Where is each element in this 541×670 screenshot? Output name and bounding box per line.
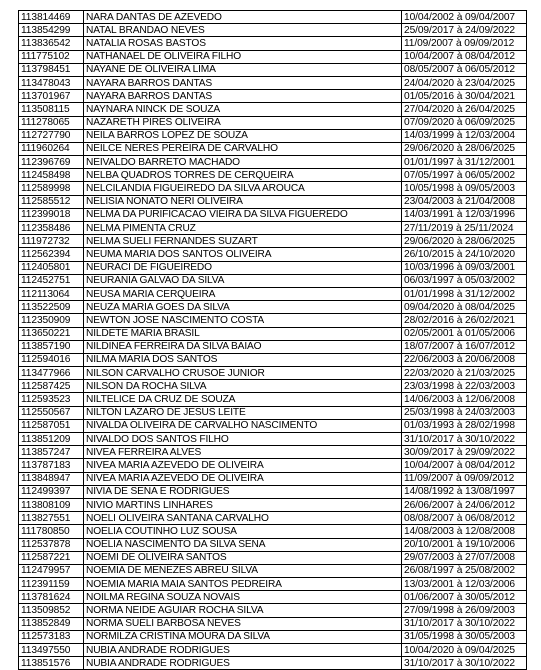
person-name-cell: NEIVALDO BARRETO MACHADO xyxy=(84,156,402,169)
person-name-cell: NELMA DA PURIFICACAO VIEIRA DA SILVA FIGUEREDO xyxy=(84,208,402,221)
table-row xyxy=(19,472,527,485)
person-name-cell: NORMA SUELI BARBOSA NEVES xyxy=(84,617,402,630)
person-name-cell: NILTELICE DA CRUZ DE SOUZA xyxy=(84,393,402,406)
person-name-cell: NAYARA BARROS DANTAS xyxy=(84,76,402,89)
date-range-cell: 02/05/2001 à 01/05/2006 xyxy=(402,327,527,340)
person-name-cell: NORMILZA CRISTINA MOURA DA SILVA xyxy=(84,630,402,643)
date-range-cell: 14/08/2003 à 12/08/2008 xyxy=(402,525,527,538)
record-id-cell: 113851209 xyxy=(19,433,84,446)
records-table xyxy=(18,10,527,670)
table-row xyxy=(19,314,527,327)
date-range-cell: 01/03/1993 à 28/02/1998 xyxy=(402,419,527,432)
person-name-cell: NIVALDO DOS SANTOS FILHO xyxy=(84,433,402,446)
table-row xyxy=(19,538,527,551)
person-name-cell: NILDINEA FERREIRA DA SILVA BAIAO xyxy=(84,340,402,353)
date-range-cell: 10/04/2002 à 09/04/2007 xyxy=(402,11,527,24)
record-id-cell: 112727790 xyxy=(19,129,84,142)
person-name-cell: NOEMIA DE MENEZES ABREU SILVA xyxy=(84,564,402,577)
record-id-cell: 112587425 xyxy=(19,380,84,393)
record-id-cell: 113781624 xyxy=(19,591,84,604)
date-range-cell: 31/05/1998 à 30/05/2003 xyxy=(402,630,527,643)
person-name-cell: NIVEA MARIA AZEVEDO DE OLIVEIRA xyxy=(84,472,402,485)
date-range-cell: 31/10/2017 à 30/10/2022 xyxy=(402,617,527,630)
person-name-cell: NATHANAEL DE OLIVEIRA FILHO xyxy=(84,50,402,63)
person-name-cell: NILDETE MARIA BRASIL xyxy=(84,327,402,340)
record-id-cell: 112391159 xyxy=(19,578,84,591)
table-row xyxy=(19,604,527,617)
record-id-cell: 113808109 xyxy=(19,498,84,511)
date-range-cell: 14/03/1999 à 12/03/2004 xyxy=(402,129,527,142)
record-id-cell: 113508115 xyxy=(19,103,84,116)
table-row xyxy=(19,37,527,50)
table-row xyxy=(19,208,527,221)
table-row xyxy=(19,644,527,657)
record-id-cell: 112405801 xyxy=(19,261,84,274)
table-row xyxy=(19,195,527,208)
person-name-cell: NILSON DA ROCHA SILVA xyxy=(84,380,402,393)
record-id-cell: 112587051 xyxy=(19,419,84,432)
date-range-cell: 20/10/2001 à 19/10/2006 xyxy=(402,538,527,551)
table-row xyxy=(19,406,527,419)
table-row xyxy=(19,657,527,670)
record-id-cell: 113857247 xyxy=(19,446,84,459)
date-range-cell: 11/09/2007 à 09/09/2012 xyxy=(402,37,527,50)
date-range-cell: 14/06/2003 à 12/06/2008 xyxy=(402,393,527,406)
table-row xyxy=(19,525,527,538)
table-row xyxy=(19,578,527,591)
record-id-cell: 111278065 xyxy=(19,116,84,129)
record-id-cell: 112458498 xyxy=(19,169,84,182)
date-range-cell: 09/04/2020 à 08/04/2025 xyxy=(402,301,527,314)
record-id-cell: 113701967 xyxy=(19,90,84,103)
person-name-cell: NELMA PIMENTA CRUZ xyxy=(84,222,402,235)
person-name-cell: NILTON LAZARO DE JESUS LEITE xyxy=(84,406,402,419)
date-range-cell: 10/04/2007 à 08/04/2012 xyxy=(402,50,527,63)
date-range-cell: 28/02/2016 à 26/02/2021 xyxy=(402,314,527,327)
date-range-cell: 10/05/1998 à 09/05/2003 xyxy=(402,182,527,195)
date-range-cell: 13/03/2001 à 12/03/2006 xyxy=(402,578,527,591)
table-row xyxy=(19,327,527,340)
person-name-cell: NOELIA NASCIMENTO DA SILVA SENA xyxy=(84,538,402,551)
person-name-cell: NATAL BRANDAO NEVES xyxy=(84,24,402,37)
date-range-cell: 07/09/2020 à 06/09/2025 xyxy=(402,116,527,129)
date-range-cell: 10/04/2020 à 09/04/2025 xyxy=(402,644,527,657)
person-name-cell: NOILMA REGINA SOUZA NOVAIS xyxy=(84,591,402,604)
table-row xyxy=(19,551,527,564)
table-row xyxy=(19,340,527,353)
person-name-cell: NEURACI DE FIGUEIREDO xyxy=(84,261,402,274)
record-id-cell: 112452751 xyxy=(19,274,84,287)
table-row xyxy=(19,103,527,116)
date-range-cell: 27/09/1998 à 26/09/2003 xyxy=(402,604,527,617)
person-name-cell: NIVEA MARIA AZEVEDO DE OLIVEIRA xyxy=(84,459,402,472)
date-range-cell: 26/10/2015 à 24/10/2020 xyxy=(402,248,527,261)
table-row xyxy=(19,63,527,76)
date-range-cell: 27/04/2020 à 26/04/2025 xyxy=(402,103,527,116)
record-id-cell: 111775102 xyxy=(19,50,84,63)
table-row xyxy=(19,50,527,63)
person-name-cell: NEUZA MARIA GOES DA SILVA xyxy=(84,301,402,314)
table-row xyxy=(19,129,527,142)
record-id-cell: 113477966 xyxy=(19,367,84,380)
table-row xyxy=(19,142,527,155)
table-row xyxy=(19,274,527,287)
table-row xyxy=(19,182,527,195)
table-row xyxy=(19,235,527,248)
record-id-cell: 112585512 xyxy=(19,195,84,208)
person-name-cell: NELMA SUELI FERNANDES SUZART xyxy=(84,235,402,248)
table-row xyxy=(19,261,527,274)
date-range-cell: 25/09/2017 à 24/09/2022 xyxy=(402,24,527,37)
person-name-cell: NIVIO MARTINS LINHARES xyxy=(84,498,402,511)
record-id-cell: 112537878 xyxy=(19,538,84,551)
record-id-cell: 112594016 xyxy=(19,353,84,366)
record-id-cell: 113497550 xyxy=(19,644,84,657)
record-id-cell: 111972732 xyxy=(19,235,84,248)
person-name-cell: NOEMIA MARIA MAIA SANTOS PEDREIRA xyxy=(84,578,402,591)
record-id-cell: 113509852 xyxy=(19,604,84,617)
person-name-cell: NELBA QUADROS TORRES DE CERQUEIRA xyxy=(84,169,402,182)
person-name-cell: NARA DANTAS DE AZEVEDO xyxy=(84,11,402,24)
person-name-cell: NUBIA ANDRADE RODRIGUES xyxy=(84,657,402,670)
record-id-cell: 112396769 xyxy=(19,156,84,169)
record-id-cell: 112562394 xyxy=(19,248,84,261)
person-name-cell: NEUMA MARIA DOS SANTOS OLIVEIRA xyxy=(84,248,402,261)
record-id-cell: 111960264 xyxy=(19,142,84,155)
table-row xyxy=(19,630,527,643)
table-row xyxy=(19,617,527,630)
table-row xyxy=(19,498,527,511)
record-id-cell: 112479957 xyxy=(19,564,84,577)
person-name-cell: NILMA MARIA DOS SANTOS xyxy=(84,353,402,366)
table-row xyxy=(19,564,527,577)
record-id-cell: 113857190 xyxy=(19,340,84,353)
person-name-cell: NAYARA BARROS DANTAS xyxy=(84,90,402,103)
date-range-cell: 22/06/2003 à 20/06/2008 xyxy=(402,353,527,366)
date-range-cell: 01/06/2007 à 30/05/2012 xyxy=(402,591,527,604)
date-range-cell: 31/10/2017 à 30/10/2022 xyxy=(402,433,527,446)
table-row xyxy=(19,485,527,498)
record-id-cell: 113522509 xyxy=(19,301,84,314)
person-name-cell: NOELIA COUTINHO LUZ SOUSA xyxy=(84,525,402,538)
table-row xyxy=(19,156,527,169)
table-row xyxy=(19,433,527,446)
date-range-cell: 29/07/2003 à 27/07/2008 xyxy=(402,551,527,564)
date-range-cell: 25/03/1998 à 24/03/2003 xyxy=(402,406,527,419)
person-name-cell: NEURANIA GALVAO DA SILVA xyxy=(84,274,402,287)
person-name-cell: NEILA BARROS LOPEZ DE SOUZA xyxy=(84,129,402,142)
date-range-cell: 06/03/1997 à 05/03/2002 xyxy=(402,274,527,287)
record-id-cell: 112399018 xyxy=(19,208,84,221)
record-id-cell: 112350909 xyxy=(19,314,84,327)
date-range-cell: 23/03/1998 à 22/03/2003 xyxy=(402,380,527,393)
record-id-cell: 113836542 xyxy=(19,37,84,50)
table-row xyxy=(19,446,527,459)
table-row xyxy=(19,301,527,314)
date-range-cell: 26/06/2007 à 24/06/2012 xyxy=(402,498,527,511)
date-range-cell: 29/06/2020 à 28/06/2025 xyxy=(402,235,527,248)
date-range-cell: 10/03/1996 à 09/03/2001 xyxy=(402,261,527,274)
table-row xyxy=(19,353,527,366)
date-range-cell: 29/06/2020 à 28/06/2025 xyxy=(402,142,527,155)
date-range-cell: 31/10/2017 à 30/10/2022 xyxy=(402,657,527,670)
date-range-cell: 11/09/2007 à 09/09/2012 xyxy=(402,472,527,485)
person-name-cell: NILSON CARVALHO CRUSOE JUNIOR xyxy=(84,367,402,380)
date-range-cell: 27/11/2019 à 25/11/2024 xyxy=(402,222,527,235)
person-name-cell: NEUSA MARIA CERQUEIRA xyxy=(84,287,402,300)
table-row xyxy=(19,76,527,89)
date-range-cell: 08/08/2007 à 06/08/2012 xyxy=(402,512,527,525)
record-id-cell: 113851576 xyxy=(19,657,84,670)
table-row xyxy=(19,380,527,393)
record-id-cell: 113852849 xyxy=(19,617,84,630)
record-id-cell: 113854299 xyxy=(19,24,84,37)
person-name-cell: NEILCE NERES PEREIRA DE CARVALHO xyxy=(84,142,402,155)
person-name-cell: NOEMI DE OLIVEIRA SANTOS xyxy=(84,551,402,564)
record-id-cell: 112550567 xyxy=(19,406,84,419)
record-id-cell: 113787183 xyxy=(19,459,84,472)
record-id-cell: 111780850 xyxy=(19,525,84,538)
person-name-cell: NAZARETH PIRES OLIVEIRA xyxy=(84,116,402,129)
date-range-cell: 26/08/1997 à 25/08/2002 xyxy=(402,564,527,577)
table-row xyxy=(19,512,527,525)
date-range-cell: 30/09/2017 à 29/09/2022 xyxy=(402,446,527,459)
date-range-cell: 22/03/2020 à 21/03/2025 xyxy=(402,367,527,380)
date-range-cell: 14/03/1991 à 12/03/1996 xyxy=(402,208,527,221)
record-id-cell: 112589998 xyxy=(19,182,84,195)
table-row xyxy=(19,11,527,24)
person-name-cell: NORMA NEIDE AGUIAR ROCHA SILVA xyxy=(84,604,402,617)
record-id-cell: 112358486 xyxy=(19,222,84,235)
table-row xyxy=(19,393,527,406)
person-name-cell: NEWTON JOSE NASCIMENTO COSTA xyxy=(84,314,402,327)
records-table-body xyxy=(19,11,527,670)
date-range-cell: 01/01/1998 à 31/12/2002 xyxy=(402,287,527,300)
date-range-cell: 01/01/1997 à 31/12/2001 xyxy=(402,156,527,169)
person-name-cell: NIVEA FERREIRA ALVES xyxy=(84,446,402,459)
record-id-cell: 112587221 xyxy=(19,551,84,564)
table-row xyxy=(19,248,527,261)
person-name-cell: NELCILANDIA FIGUEIREDO DA SILVA AROUCA xyxy=(84,182,402,195)
table-row xyxy=(19,287,527,300)
record-id-cell: 113827551 xyxy=(19,512,84,525)
record-id-cell: 113814469 xyxy=(19,11,84,24)
date-range-cell: 14/08/1992 à 13/08/1997 xyxy=(402,485,527,498)
record-id-cell: 113848947 xyxy=(19,472,84,485)
person-name-cell: NUBIA ANDRADE RODRIGUES xyxy=(84,644,402,657)
person-name-cell: NIVALDA OLIVEIRA DE CARVALHO NASCIMENTO xyxy=(84,419,402,432)
table-row xyxy=(19,367,527,380)
person-name-cell: NOELI OLIVEIRA SANTANA CARVALHO xyxy=(84,512,402,525)
date-range-cell: 10/04/2007 à 08/04/2012 xyxy=(402,459,527,472)
table-row xyxy=(19,24,527,37)
table-row xyxy=(19,169,527,182)
person-name-cell: NATALIA ROSAS BASTOS xyxy=(84,37,402,50)
record-id-cell: 113478043 xyxy=(19,76,84,89)
person-name-cell: NELISIA NONATO NERI OLIVEIRA xyxy=(84,195,402,208)
record-id-cell: 113798451 xyxy=(19,63,84,76)
date-range-cell: 18/07/2007 à 16/07/2012 xyxy=(402,340,527,353)
record-id-cell: 112499397 xyxy=(19,485,84,498)
person-name-cell: NAYANE DE OLIVEIRA LIMA xyxy=(84,63,402,76)
table-row xyxy=(19,459,527,472)
date-range-cell: 07/05/1997 à 06/05/2002 xyxy=(402,169,527,182)
record-id-cell: 112113064 xyxy=(19,287,84,300)
table-row xyxy=(19,222,527,235)
person-name-cell: NAYNARA NINCK DE SOUZA xyxy=(84,103,402,116)
date-range-cell: 08/05/2007 à 06/05/2012 xyxy=(402,63,527,76)
record-id-cell: 112593523 xyxy=(19,393,84,406)
record-id-cell: 112573183 xyxy=(19,630,84,643)
table-row xyxy=(19,419,527,432)
table-row xyxy=(19,591,527,604)
date-range-cell: 01/05/2016 à 30/04/2021 xyxy=(402,90,527,103)
date-range-cell: 23/04/2003 à 21/04/2008 xyxy=(402,195,527,208)
record-id-cell: 113650221 xyxy=(19,327,84,340)
table-row xyxy=(19,90,527,103)
person-name-cell: NIVIA DE SENA E RODRIGUES xyxy=(84,485,402,498)
date-range-cell: 24/04/2020 à 23/04/2025 xyxy=(402,76,527,89)
table-row xyxy=(19,116,527,129)
